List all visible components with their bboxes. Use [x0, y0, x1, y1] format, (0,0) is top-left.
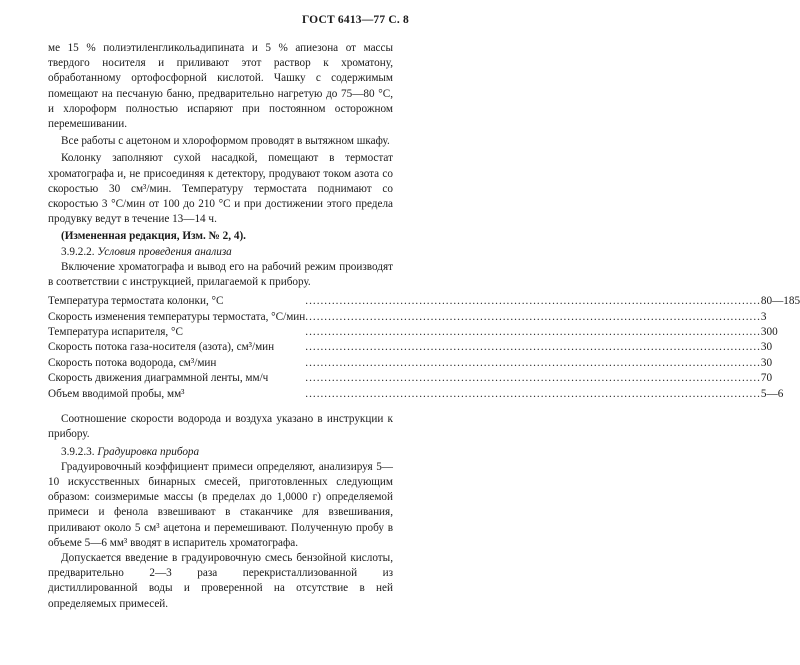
parameter-value: 70: [760, 372, 773, 385]
parameters-table: [48, 294, 800, 402]
page-header: ГОСТ 6413—77 С. 8: [301, 14, 409, 26]
parameter-value: 300: [760, 326, 778, 339]
parameter-value: 5—6: [760, 387, 784, 400]
parameter-label: Скорость изменения температуры термостата, °С/мин: [48, 310, 306, 323]
parameter-row: [48, 387, 800, 402]
parameter-row: [48, 356, 800, 371]
parameter-value: 3: [760, 310, 767, 323]
parameter-label: Скорость движения диаграммной ленты, мм/ч: [48, 372, 269, 385]
leader-dots: ........................................................................................................................: [305, 295, 761, 308]
subsection-heading: [48, 445, 393, 460]
leader-dots: ........................................................................................................................: [305, 341, 761, 354]
subsection-title: Условия проведения анализа: [97, 245, 232, 258]
leader-dots: ........................................................................................................................: [305, 326, 761, 339]
leader-dots: ........................................................................................................................: [305, 372, 761, 385]
paragraph: Колонку заполняют сухой насадкой, помещают в термостат хроматографа и, не присоединяя к детектору, продувают током азота со скоростью 30 см³/мин. Температуру термостата поднимают со скоростью 3 °С/мин от 100 до 210 °С и при достижении этого предела продувку ведут в течение 13—14 ч.: [48, 152, 393, 226]
parameter-row: [48, 371, 800, 386]
paragraph: Все работы с ацетоном и хлороформом проводят в вытяжном шкафу.: [61, 135, 390, 148]
parameter-label: Температура испарителя, °С: [48, 326, 183, 339]
parameter-value: 80—185: [760, 295, 800, 308]
parameter-row: [48, 340, 800, 355]
paragraph: Градуировочный коэффициент примеси определяют, анализируя 5—10 искусственных бинарных смесей, приготовленных следующим образом: соизмеримые массы (в пределах до 1,0000 г) определяемой примеси и фенола взвешивают в стаканчике для взвешивания, приливают около 5 см³ ацетона и перемешивают. Полученную пробу в объеме 5—6 мм³ вводят в испаритель хроматографа.: [48, 460, 393, 549]
parameter-row: [48, 325, 800, 340]
subsection-heading: [48, 245, 393, 260]
leader-dots: ........................................................................................................................: [305, 356, 761, 369]
paragraph: ме 15 % полиэтиленгликольадипината и 5 % апиезона от массы твердого носителя и приливают этот раствор к хроматону, обработанному ортофосфорной кислотой. Чашку с содержимым помещают на песчаную баню, предварительно нагретую до 75—80 °С, и хлороформ полностью испаряют при постоянном осторожном перемешивании.: [48, 42, 393, 131]
document-body: [48, 41, 800, 612]
subsection-number: 3.9.2.3.: [61, 445, 95, 458]
parameter-value: 30: [760, 341, 773, 354]
edition-note: (Измененная редакция, Изм. № 2, 4).: [61, 230, 246, 243]
parameter-row: [48, 294, 800, 309]
leader-dots: ........................................................................................................................: [305, 387, 761, 400]
subsection-title: Градуировка прибора: [97, 445, 200, 458]
leader-dots: ........................................................................................................................: [305, 310, 761, 323]
subsection-number: 3.9.2.2.: [61, 245, 95, 258]
paragraph: Соотношение скорости водорода и воздуха указано в инструкции к прибору.: [48, 413, 393, 441]
paragraph: Допускается введение в градуировочную смесь бензойной кислоты, предварительно 2—3 раза перекристаллизованной из дистиллированной воды и проверенной на отсутствие в ней определяемых примесей.: [48, 551, 393, 610]
paragraph: Включение хроматографа и вывод его на рабочий режим производят в соответствии с инструкцией, прилагаемой к прибору.: [48, 260, 393, 289]
parameter-label: Температура термостата колонки, °С: [48, 295, 224, 308]
parameter-row: [48, 310, 800, 325]
parameter-label: Скорость потока водорода, см³/мин: [48, 356, 217, 369]
parameter-label: Скорость потока газа-носителя (азота), см³/мин: [48, 341, 275, 354]
parameter-value: 30: [760, 356, 773, 369]
parameter-label: Объем вводимой пробы, мм³: [48, 387, 185, 400]
